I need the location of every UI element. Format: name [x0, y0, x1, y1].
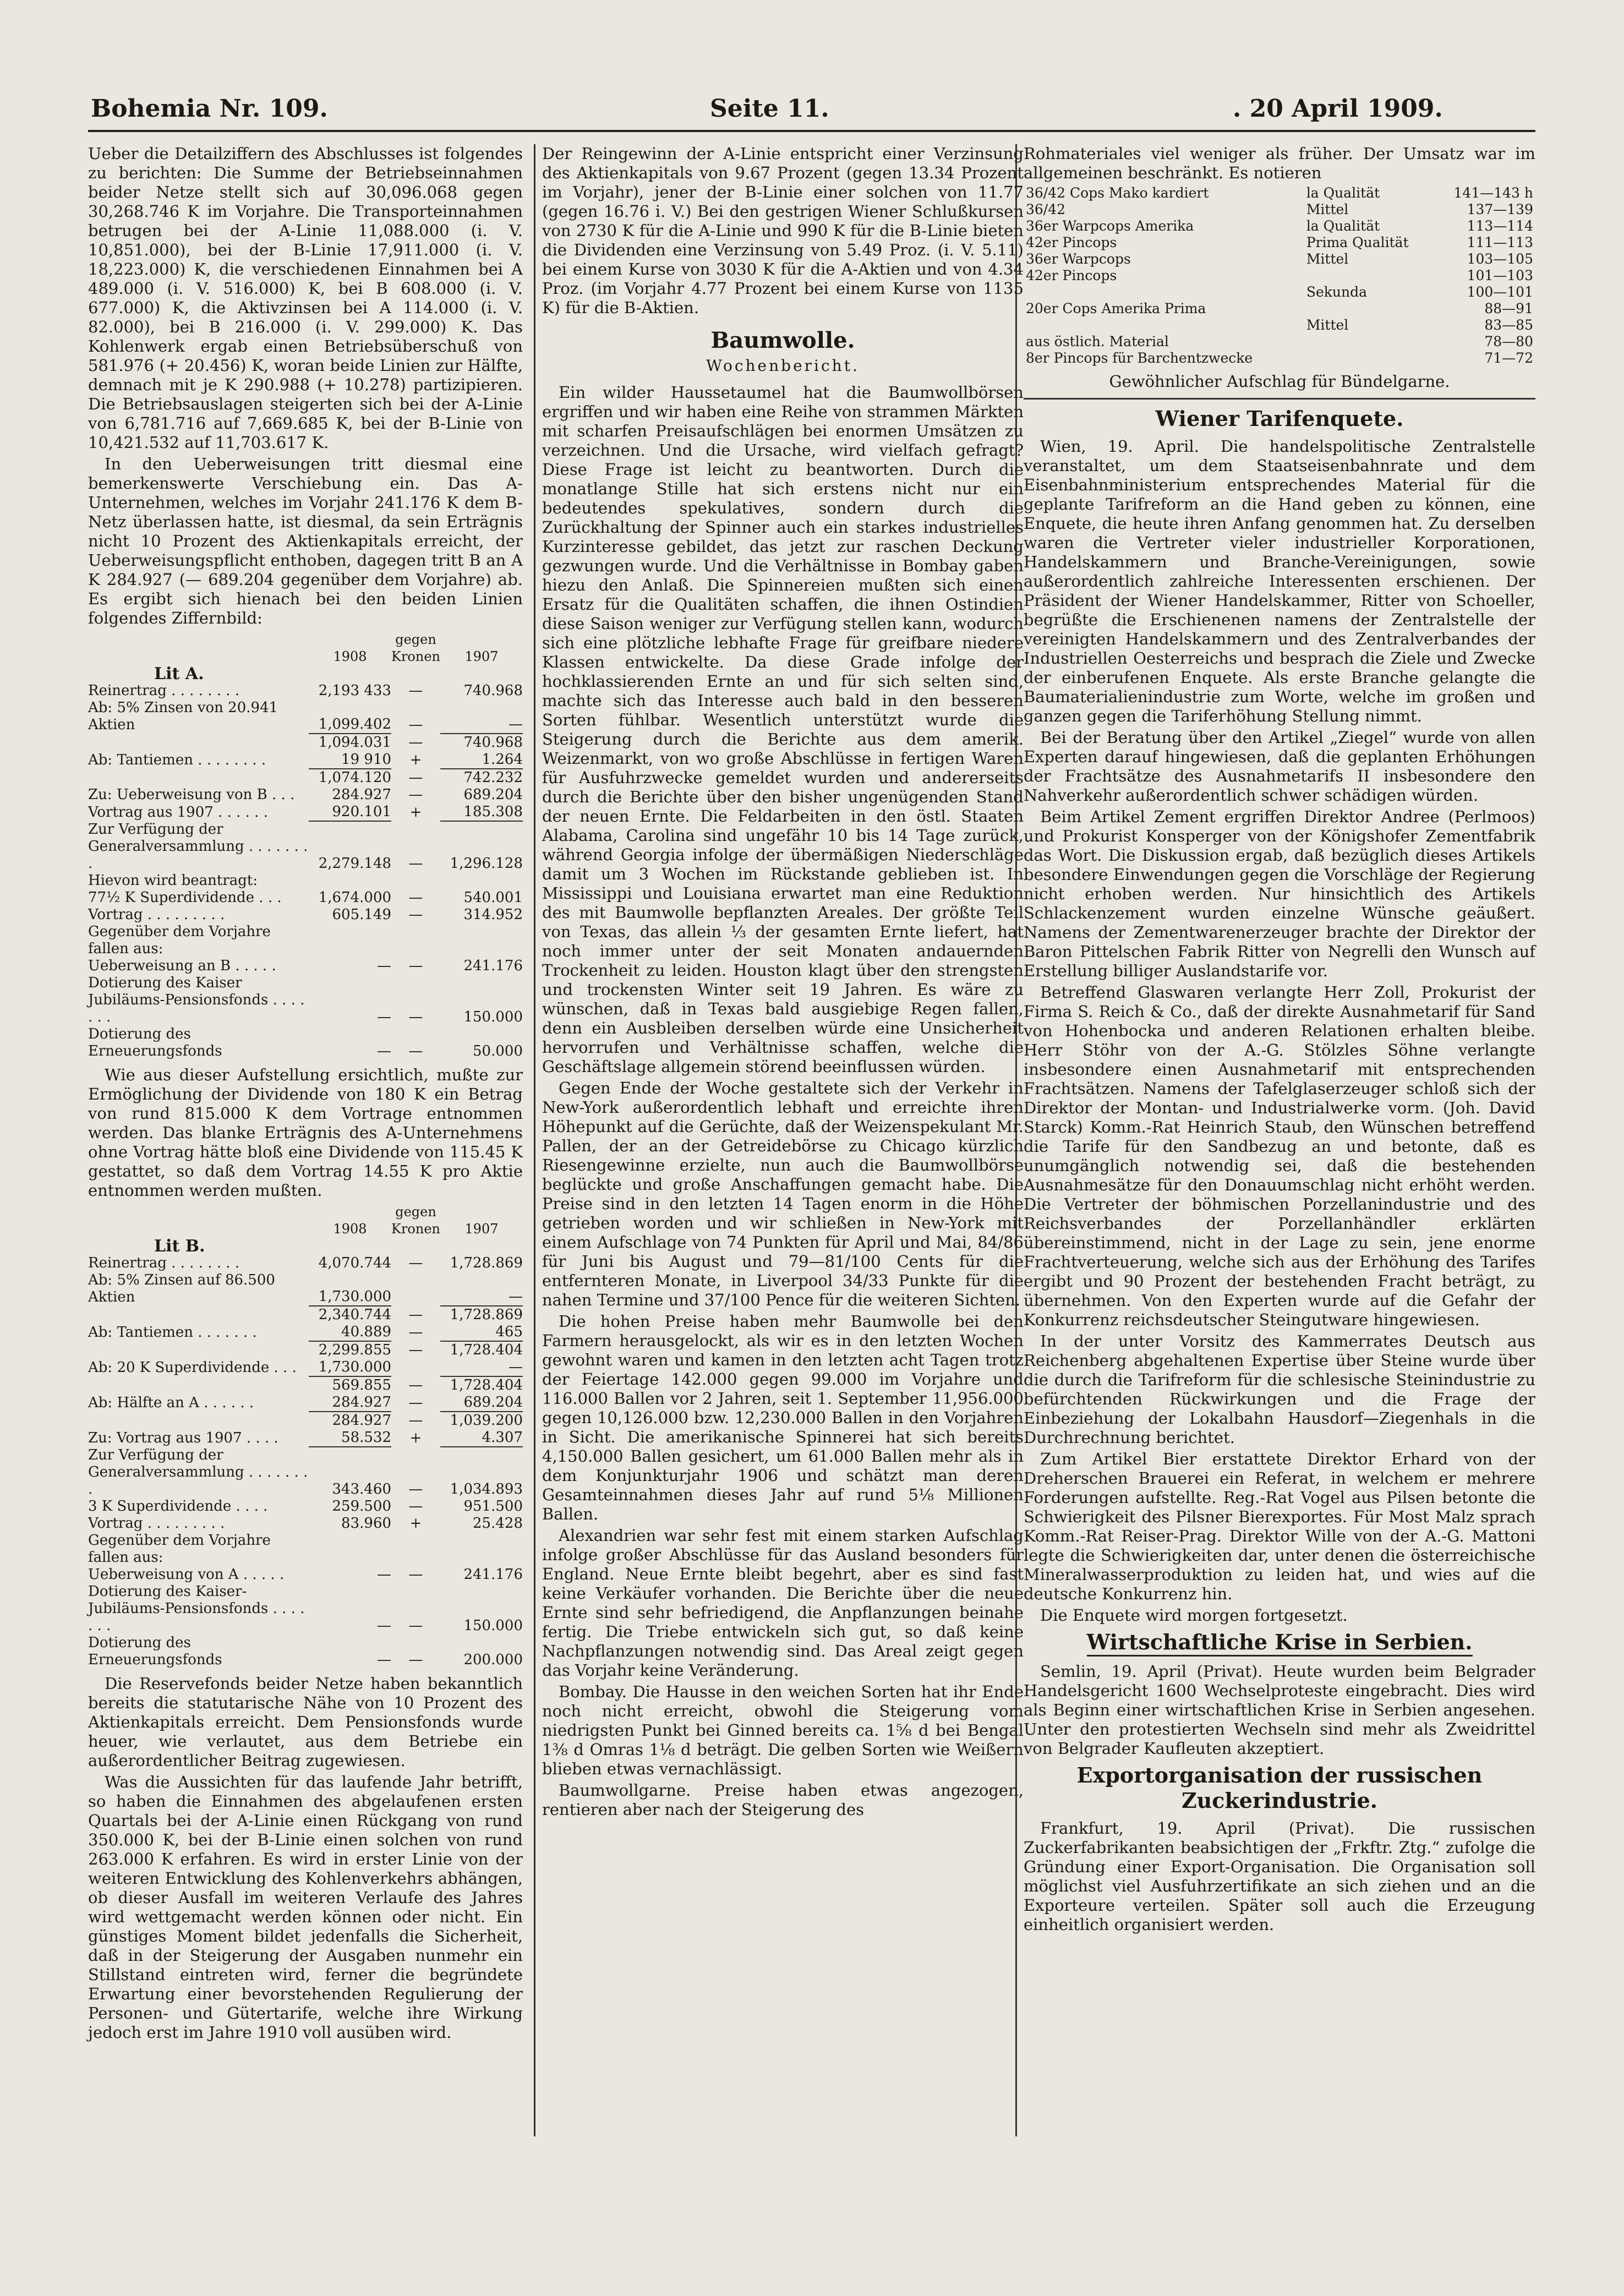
price: 88—91: [1484, 300, 1533, 316]
yarn-name: [1024, 317, 1304, 334]
sign: —: [408, 1255, 423, 1271]
article-paragraph: Frankfurt, 19. April (Privat). Die russischen Zuckerfabrikanten beabsichtigen der „Frkftr. Ztg.“ zufolge die Gründung einer Export-Organisation. Die Organisation soll möglichst viel Ausfuhrzertifikate an sich ziehen und an die Exporteure verteilen. Später soll auch die Erzeugung einheitlich organisiert werden.: [1024, 1819, 1535, 1934]
value-1907: —: [508, 1288, 523, 1305]
sign: —: [408, 1306, 423, 1323]
value-1908: 1,074.120: [309, 769, 391, 786]
row-label: Zu: Vortrag aus 1907 . . . .: [88, 1430, 278, 1446]
row-label: Dotierung des Kaiser-Jubiläums-Pensionsfonds . . . . . . .: [88, 1583, 305, 1634]
yarn-name: 36er Warpcops Amerika: [1026, 218, 1194, 234]
price-row: [1024, 284, 1535, 300]
yarn-name: 42er Pincops: [1026, 234, 1117, 250]
article-paragraph: In den Ueberweisungen tritt diesmal eine bemerkenswerte Verschiebung ein. Das A-Unternehmen, welches im Vorjahr 241.176 K dem B-Netz überlassen hatte, ist diesmal, da sein Erträgnis nicht 10 Prozent des Aktienkapitals erreicht, der Ueberweisungspflicht enthoben, dagegen tritt B an A K 284.927 (— 689.204 gegenüber dem Vorjahre) ab. Es ergibt sich hienach bei den beiden Linien folgendes Ziffernbild:: [88, 455, 523, 627]
table-row: [88, 786, 523, 803]
price-row: [1024, 300, 1535, 317]
value-1908: —: [377, 1566, 392, 1583]
value-1907: 150.000: [463, 1617, 523, 1634]
value-1908: —: [377, 1617, 392, 1634]
price-row: [1024, 185, 1535, 201]
header-page-number: Seite 11.: [710, 95, 829, 123]
value-1908: 284.927: [309, 1412, 391, 1429]
article-title-line: Exportorganisation der russischen: [1076, 1763, 1483, 1787]
table-row: [88, 682, 523, 699]
sign: —: [408, 1395, 423, 1411]
quality: [1304, 300, 1434, 317]
row-label: Vortrag . . . . . . . . .: [88, 1515, 225, 1532]
price-note: Gewöhnlicher Aufschlag für Bündelgarne.: [1109, 372, 1450, 391]
price: 137—139: [1467, 201, 1533, 217]
value-1908: [309, 872, 391, 889]
yarn-name: aus östlich. Material: [1026, 334, 1169, 349]
quality: Mittel: [1306, 201, 1349, 217]
value-1907: 689.204: [463, 786, 523, 803]
sign: [391, 1532, 440, 1566]
header-rule: [88, 130, 1535, 132]
sign: —: [408, 1377, 423, 1393]
row-label: [88, 1412, 309, 1429]
value-1907: 241.176: [463, 1566, 523, 1583]
sign: [391, 1359, 440, 1376]
table-section-title: Lit B.: [154, 1237, 205, 1256]
article-paragraph: Ein wilder Haussetaumel hat die Baumwollbörsen ergriffen und wir haben eine Reihe von strammen Märkten mit scharfen Preisaufschlägen bei enormen Umsätzen zu verzeichnen. Und die Ursache, wird vielfach gefragt? Diese Frage ist leicht zu beantworten. Durch die monatlange Stille hat sich erstens nicht nur ein bedeutendes spekulatives, sondern durch die Zurückhaltung der Spinner auch ein starkes industrielles Kurzinteresse gebildet, das jetzt zur raschen Deckung gezwungen wurde. Und die Verhältnisse in Bombay gaben hiezu den Anlaß. Die Spinnereien mußten sich einen Ersatz für die Qualitäten schaffen, die ihnen Ostindien diese Saison weniger zur Verfügung stellen kann, wodurch sich eine plötzliche lebhafte Frage für greifbare niedere Klassen entwickelte. Da diese Grade infolge der hochklassierenden Ernte an und für sich selten sind, machte sich das Interesse auch bald in den besseren Sorten fühlbar. Wesentlich unterstützt wurde die Steigerung durch die Berichte aus dem amerik. Weizenmarkt, von wo große Abschlüsse in fertigen Waren für Ausfuhrzwecke gemeldet wurden und andererseits durch die Berichte über den bisher ungenügenden Stand der neuen Ernte. Die Feldarbeiten in den östl. Staaten Alabama, Carolina sind ungefähr 10 bis 14 Tage zurück, während Georgia infolge der übermäßigen Niederschläge damit um 3 Wochen im Rückstande geblieben ist. In Mississippi und Louisiana erwartet man eine Reduktion des mit Baumwolle bepflanzten Areales. Der größte Teil von Texas, das allein ⅓ der gesamten Ernte liefert, hat noch immer unter der seit Monaten andauernden Trockenheit zu leiden. Houston klagt über den strengsten und trockensten Winter seit 19 Jahren. Es wäre zu wünschen, daß in Texas bald ausgiebige Regen fallen, denn ein Ausbleiben derselben würde eine Unsicherheit hervorrufen und Verhältnisse schaffen, welche die Geschäftslage allgemein störend beeinflussen würden.: [542, 383, 1024, 1076]
sign: —: [408, 1324, 423, 1341]
sign: [391, 923, 440, 958]
table-row: [88, 1272, 523, 1306]
row-label: Gegenüber dem Vorjahre fallen aus:: [88, 1532, 271, 1566]
sign: —: [408, 1481, 423, 1497]
price-row: [1024, 234, 1535, 251]
table-row: [88, 1515, 523, 1532]
value-1908: 605.149: [332, 906, 392, 923]
article-title-serbien: [1024, 1630, 1535, 1657]
table-row: [88, 803, 523, 821]
table-row: [88, 699, 523, 734]
article-subtitle: Wochenbericht.: [706, 357, 860, 375]
price: 71—72: [1484, 350, 1533, 366]
table-row: [88, 1498, 523, 1515]
table-row: [88, 872, 523, 889]
value-1907: [440, 1532, 523, 1566]
price: 103—105: [1467, 251, 1533, 267]
value-1908: 569.855: [309, 1376, 391, 1394]
quality: Prima Qualität: [1306, 234, 1409, 250]
sign: +: [409, 804, 422, 821]
value-1907: 1,296.128: [440, 821, 523, 872]
value-1907: 150.000: [463, 1009, 523, 1025]
value-1908: 1,094.031: [309, 734, 391, 751]
value-1908: [309, 923, 391, 958]
value-1908: 1,674.000: [318, 889, 392, 906]
value-1907: 1,728.404: [440, 1376, 523, 1394]
value-1907: 1,728.869: [440, 1306, 523, 1324]
quality: Sekunda: [1306, 284, 1367, 300]
row-label: Ab: 5% Zinsen auf 86.500 Aktien: [88, 1272, 275, 1305]
column-3: [1024, 144, 1535, 1937]
article-title-export: [1024, 1763, 1535, 1813]
row-label: Zu: Ueberweisung von B . . .: [88, 786, 295, 803]
sign: —: [408, 906, 423, 923]
table-header-gegen: gegen Kronen: [391, 632, 440, 664]
sign: —: [408, 769, 423, 786]
row-label: Dotierung des Erneuerungsfonds: [88, 1634, 222, 1668]
value-1907: 951.500: [463, 1498, 523, 1515]
column-2: [542, 144, 1024, 1822]
sign: —: [408, 717, 423, 733]
article-paragraph: Betreffend Glaswaren verlangte Herr Zoll, Prokurist der Firma S. Reich & Co., daß der direkte Ausnahmetarif für Sand von Hohenbocka und anderen Relationen erhalten bleibe. Herr Stöhr von der A.-G. Stölzles Söhne verlangte insbesondere einen Ausnahmetarif mit entsprechenden Frachtsätzen. Namens der Tafelglaserzeuger schloß sich der Direktor der Montan- und Industrialwerke vorm. (Joh. David Starck) Komm.-Rat Heinrich Staub, den Wünschen betreffend die Tarife für den Sandbezug an und betonte, daß es unumgänglich notwendig sei, daß die bestehenden Ausnahmesätze für den Donauumschlag nicht erhöht werden. Die Vertreter der böhmischen Porzellanindustrie und des Reichsverbandes der Porzellanhändler erklärten übereinstimmend, nicht in der Lage zu sein, jene enorme Frachtverteuerung, welche sich aus der Erhöhung des Tarifes ergibt und 90 Prozent der bestehenden Fracht beträgt, zu übernehmen. Von den Experten wurde auf die Gefahr der Konkurrenz reichsdeutscher Steingutware hingewiesen.: [1024, 983, 1535, 1329]
yarn-name: 20er Cops Amerika Prima: [1026, 300, 1206, 316]
table-section-title: Lit A.: [154, 664, 204, 684]
value-1908: 1,099.402: [318, 716, 392, 732]
table-row: [88, 1359, 523, 1376]
table-row: [88, 889, 523, 906]
table-row: [88, 1341, 523, 1359]
value-1907: 1,728.869: [450, 1255, 523, 1271]
row-label: 3 K Superdividende . . . .: [88, 1498, 268, 1515]
table-row: [88, 1634, 523, 1669]
sign: —: [408, 1498, 423, 1515]
price: 141—143 h: [1453, 185, 1533, 201]
sign: —: [408, 734, 423, 751]
value-1907: 185.308: [463, 803, 523, 820]
row-label: Reinertrag . . . . . . . .: [88, 682, 240, 699]
table-row: [88, 1566, 523, 1583]
price-row: [1024, 317, 1535, 334]
article-paragraph: Semlin, 19. April (Privat). Heute wurden beim Belgrader Handelsgericht 1600 Wechselproteste eingebracht. Dies wird als Beginn einer wirtschaftlichen Krise in Serbien angesehen. Unter den protestierten Wechseln sind mehr als Zweidrittel von Belgrader Kaufleuten akzeptiert.: [1024, 1662, 1535, 1758]
table-header-1907: 1907: [464, 1221, 499, 1237]
table-row: [88, 751, 523, 769]
value-1908: 284.927: [332, 786, 392, 803]
row-label: 77½ K Superdividende . . .: [88, 889, 282, 906]
article-paragraph: Bei der Beratung über den Artikel „Ziegel“ wurde von allen Experten darauf hingewiesen, daß die geplanten Erhöhungen der Frachtsätze des Ausnahmetarifs II insbesondere den Nahverkehr außerordentlich schwer schädigen würden.: [1024, 728, 1535, 805]
article-title-baumwolle: Baumwolle.: [710, 327, 855, 353]
table-row: [88, 1583, 523, 1634]
table-header-gegen: gegen Kronen: [391, 1204, 440, 1237]
value-1907: 4.307: [482, 1429, 523, 1446]
table-row: [88, 1394, 523, 1412]
table-header-1907: 1907: [464, 649, 499, 664]
sign: —: [408, 855, 423, 872]
column-divider-1: [534, 144, 535, 2136]
quality: [1304, 334, 1434, 350]
row-label: Gegenüber dem Vorjahre fallen aus:: [88, 923, 271, 957]
price-row: [1024, 218, 1535, 234]
row-label: Ab: 5% Zinsen von 20.941 Aktien: [88, 699, 278, 733]
quality: [1304, 350, 1434, 367]
header-paper-name: Bohemia Nr. 109.: [91, 95, 328, 123]
value-1907: 1,039.200: [440, 1412, 523, 1429]
article-paragraph: Wien, 19. April. Die handelspolitische Zentralstelle veranstaltet, um dem Staatseisenbahnrate und dem Eisenbahnministerium entsprechendes Material für die geplante Tarifreform an die Hand geben zu können, eine Enquete, die heute ihren Anfang genommen hat. Zu derselben waren die Vertreter vieler industrieller Korporationen, Handelskammern und Branche-Vereinigungen, sowie außerordentlich zahlreiche Interessenten erschienen. Der Präsident der Wiener Handelskammer, Ritter von Schoeller, begrüßte die Erschienenen namens der Zentralstelle der vereinigten Handelskammern und des Zentralverbandes der Industriellen Oesterreichs und besprach die Ziele und Zwecke der einberufenen Enquete. Als erste Branche gelangte die Baumaterialienindustrie zum Worte, welche im großen und ganzen gegen die Tariferhöhung Stellung nimmt.: [1024, 437, 1535, 725]
yarn-name: 36/42 Cops Mako kardiert: [1026, 185, 1209, 201]
table-row: [88, 1447, 523, 1498]
sign: [391, 872, 440, 889]
value-1908: —: [377, 1043, 392, 1059]
yarn-price-table: [1024, 185, 1535, 367]
value-1908: 920.101: [332, 803, 392, 820]
sign: —: [408, 1566, 423, 1583]
row-label: Ueberweisung von A . . . . .: [88, 1566, 285, 1583]
value-1908: 83.960: [341, 1515, 392, 1532]
row-label: [88, 734, 309, 751]
row-label: Hievon wird beantragt:: [88, 872, 258, 889]
sign: —: [408, 1342, 423, 1358]
row-label: [88, 769, 309, 786]
sign: —: [408, 1652, 423, 1668]
column-1: [88, 144, 523, 2044]
section-rule: [1024, 398, 1535, 400]
value-1908: 2,279.148: [309, 821, 391, 872]
value-1908: —: [377, 1652, 392, 1668]
article-paragraph: Zum Artikel Bier erstattete Direktor Erhard von der Dreherschen Brauerei ein Referat, in welchem er mehrere Forderungen aufstellte. Reg.-Rat Vogel aus Pilsen betonte die Schwierigkeit des Pilsner Bierexportes. Für Most Malz sprach Komm.-Rat Reiser-Prag. Direktor Wille von der A.-G. Mattoni legte die Schwierigkeiten dar, unter denen die österreichische Mineralwasserproduktion zu leiden hat, und wies auf die deutsche Konkurrenz hin.: [1024, 1450, 1535, 1603]
row-label: Dotierung des Kaiser Jubiläums-Pensionsfonds . . . . . . .: [88, 975, 305, 1025]
price: 83—85: [1484, 317, 1533, 333]
table-header-1908: 1908: [333, 1221, 367, 1237]
row-label: [88, 1341, 309, 1359]
row-label: Ab: Tantiemen . . . . . . .: [88, 1324, 257, 1341]
quality: la Qualität: [1306, 218, 1380, 234]
value-1908: —: [377, 1009, 392, 1025]
table-header-1908: 1908: [333, 649, 367, 664]
value-1907: 1,728.404: [440, 1341, 523, 1359]
quality: Mittel: [1306, 317, 1349, 333]
article-paragraph: Rohmateriales viel weniger als früher. Der Umsatz war im allgemeinen beschränkt. Es notieren: [1024, 144, 1535, 182]
value-1908: 58.532: [341, 1429, 392, 1446]
yarn-name: [1024, 284, 1304, 300]
value-1907: 742.232: [440, 769, 523, 786]
article-paragraph: Die Enquete wird morgen fortgesetzt.: [1040, 1606, 1348, 1625]
table-row: [88, 1324, 523, 1341]
sign: +: [409, 752, 422, 768]
price-row: [1024, 350, 1535, 367]
value-1908: 1,730.000: [318, 1359, 392, 1375]
table-row: [88, 906, 523, 923]
value-1907: 314.952: [463, 906, 523, 923]
row-label: [88, 1376, 309, 1394]
price-row: [1024, 334, 1535, 350]
article-paragraph: Alexandrien war sehr fest mit einem starken Aufschlag infolge großer Abschlüsse für das Ausland besonders für England. Neue Ernte bleibt begehrt, aber es sind fast keine Verkäufer vorhanden. Die Berichte über die neue Ernte sind sehr befriedigend, die Anpflanzungen beinahe fertig. Die Triebe entwickeln sich gut, so daß keine Nachpflanzungen notwendig sind. Das Areal zeigt gegen das Vorjahr keine Veränderung.: [542, 1526, 1024, 1680]
value-1907: —: [508, 1359, 523, 1375]
value-1907: 689.204: [463, 1394, 523, 1411]
article-title-tarifenquete: Wiener Tarifenquete.: [1155, 406, 1404, 431]
value-1908: 343.460: [309, 1447, 391, 1498]
row-label: Vortrag . . . . . . . . .: [88, 906, 225, 923]
row-label: Vortrag aus 1907 . . . . . .: [88, 804, 268, 821]
value-1907: —: [508, 716, 523, 732]
value-1907: 200.000: [463, 1652, 523, 1668]
article-paragraph: Beim Artikel Zement ergriffen Direktor Andree (Perlmoos) und Prokurist Konsperger von der Königshofer Zementfabrik das Wort. Die Diskussion ergab, daß bezüglich dieses Artikels besondere Einwendungen gegen die Vorschläge der Regierung nicht erhoben werden. Nur hinsichtlich des Artikels Schlackenzement wurden einzelne Wünsche geäußert. Namens der Zementwarenerzeuger brachte der Direktor der Baron Pittelschen Fabrik Ritter von Negrelli den Wunsch auf Erstellung billiger Auslandstarife vor.: [1024, 807, 1535, 980]
sign: —: [408, 889, 423, 906]
value-1908: 2,340.744: [309, 1306, 391, 1324]
quality: [1304, 267, 1434, 284]
price-row: [1024, 201, 1535, 218]
table-row: [88, 1026, 523, 1060]
sign: [391, 1272, 440, 1306]
value-1908: 2,193 433: [318, 682, 392, 699]
price-row: [1024, 251, 1535, 267]
article-paragraph: Was die Aussichten für das laufende Jahr betrifft, so haben die Einnahmen des abgelaufenen ersten Quartals bei der A-Linie einen Rückgang von rund 350.000 K, bei der B-Linie einen solchen von rund 263.000 K erfahren. Es wird in erster Linie von der weiteren Entwicklung des Kohlenverkehrs abhängen, ob dieser Ausfall im weiteren Verlaufe des Jahres wird wettgemacht werden können oder nicht. Ein günstiges Moment bildet jedenfalls die Sicherheit, daß in der Steigerung der Ausgaben nunmehr ein Stillstand eintreten wird, ferner die begründete Erwartung einer bevorstehenden Regulierung der Personen- und Gütertarife, welche ihre Wirkung jedoch erst im Jahre 1910 voll ausüben wird.: [88, 1773, 523, 2042]
price: 113—114: [1467, 218, 1533, 234]
row-label: Zur Verfügung der Generalversammlung . . . . . . . .: [88, 821, 308, 872]
article-paragraph: Baumwollgarne. Preise haben etwas angezogen, rentieren aber nach der Steigerung des: [542, 1781, 1024, 1819]
sign: +: [409, 1430, 422, 1446]
row-label: Ab: Tantiemen . . . . . . . .: [88, 752, 266, 768]
value-1907: [440, 872, 523, 889]
sign: —: [408, 958, 423, 974]
value-1907: 465: [495, 1324, 523, 1340]
sign: +: [409, 1515, 422, 1532]
article-paragraph: In der unter Vorsitz des Kammerrates Deutsch aus Reichenberg abgehaltenen Expertise über Steine wurde über die durch die Tarifreform für die schlesische Steinindustrie zu befürchtenden Rückwirkungen und die Frage der Einbeziehung der Lokalbahn Hausdorf—Ziegenhals in die Durchrechnung berichtet.: [1024, 1332, 1535, 1447]
sign: —: [408, 786, 423, 803]
sign: —: [408, 682, 423, 699]
article-paragraph: Die hohen Preise haben mehr Baumwolle bei den Farmern herausgelockt, als wir es in den letzten Wochen gewohnt waren und kamen in den letzten acht Tagen trotz der Feiertage 142.000 gegen 99.000 im Vorjahre und 116.000 Ballen vor 2 Jahren, seit 1. September 11,956.000 gegen 10,126.000 bzw. 12,230.000 Ballen in den Vorjahren in Sicht. Die amerikanische Spinnerei hat sich bereits 4,150.000 Ballen gesichert, um 61.000 Ballen mehr als in dem Konjunkturjahr 1906 und schätzt man deren Gesamteinnahmen dieses Jahr auf rund 5⅛ Millionen Ballen.: [542, 1312, 1024, 1523]
value-1907: [440, 923, 523, 958]
table-row: [88, 1255, 523, 1272]
value-1907: 25.428: [473, 1515, 523, 1532]
yarn-name: 42er Pincops: [1026, 267, 1117, 283]
price: 101—103: [1467, 267, 1533, 283]
table-row: [88, 1429, 523, 1447]
price: 100—101: [1467, 284, 1533, 300]
article-paragraph: Ueber die Detailziffern des Abschlusses ist folgendes zu berichten: Die Summe der Betriebseinnahmen beider Netze stellt sich auf 30,096.068 gegen 30,268.746 K im Vorjahre. Die Transporteinnahmen betrugen bei der A-Linie 11,088.000 (i. V. 10,851.000), bei der B-Linie 17,911.000 (i. V. 18,223.000) K, die verschiedenen Einnahmen bei A 489.000 (i. V. 516.000) K, bei B 608.000 (i. V. 677.000) K, die Aktivzinsen bei A 114.000 (i. V. 82.000), bei B 216.000 (i. V. 299.000) K. Das Kohlenwerk ergab einen Betriebsüberschuß von 581.976 (+ 20.456) K, woran beide Linien zur Hälfte, demnach mit je K 290.988 (+ 10.278) partizipieren. Die Betriebsauslagen steigerten sich bei der A-Linie von 6,781.716 auf 7,669.685 K, bei der B-Linie von 10,421.532 auf 11,703.617 K.: [88, 144, 523, 452]
row-label: Ab: Hälfte an A . . . . . .: [88, 1395, 254, 1411]
value-1907: 241.176: [463, 958, 523, 974]
value-1908: 40.889: [341, 1324, 392, 1340]
value-1908: [309, 1532, 391, 1566]
row-label: Ab: 20 K Superdividende . . .: [88, 1359, 297, 1376]
value-1907: 1,034.893: [440, 1447, 523, 1498]
article-paragraph: Der Reingewinn der A-Linie entspricht einer Verzinsung des Aktienkapitals von 9.67 Prozent (gegen 13.34 Prozent im Vorjahr), jener der B-Linie einer solchen von 11.77 (gegen 16.76 i. V.) Bei den gestrigen Wiener Schlußkursen von 2730 K für die A-Linie und 990 K für die B-Linie bieten die Dividenden eine Verzinsung von 5.49 Proz. (i. V. 5.11) bei einem Kurse von 3030 K für die A-Aktien und von 4.34 Proz. (im Vorjahr 4.77 Prozent bei einem Kurse von 1135 K) für die B-Aktien.: [542, 144, 1024, 317]
table-row: [88, 1532, 523, 1566]
yarn-name: 36er Warpcops: [1026, 251, 1131, 267]
quality: la Qualität: [1306, 185, 1380, 201]
sign: —: [408, 1617, 423, 1634]
header-date: . 20 April 1909.: [1233, 95, 1443, 123]
value-1907: 1.264: [482, 751, 523, 768]
table-row: [88, 1412, 523, 1429]
value-1908: 4,070.744: [318, 1255, 392, 1271]
value-1908: 1,730.000: [318, 1288, 392, 1305]
row-label: Reinertrag . . . . . . . .: [88, 1255, 240, 1271]
sign: —: [408, 1009, 423, 1025]
price-row: [1024, 267, 1535, 284]
row-label: [88, 1306, 309, 1324]
value-1908: 19 910: [341, 751, 392, 768]
row-label: Ueberweisung an B . . . . .: [88, 958, 276, 974]
article-title-text: Wirtschaftliche Krise in Serbien.: [1087, 1630, 1473, 1657]
row-label: Zur Verfügung der Generalversammlung . . . . . . . .: [88, 1447, 308, 1497]
value-1908: 284.927: [332, 1394, 392, 1411]
sign: —: [408, 1043, 423, 1059]
table-row: [88, 923, 523, 958]
table-row: [88, 821, 523, 872]
row-label: Dotierung des Erneuerungsfonds: [88, 1026, 222, 1059]
price: 111—113: [1467, 234, 1533, 250]
table-row: [88, 958, 523, 975]
sign: —: [408, 1412, 423, 1429]
value-1908: —: [377, 958, 392, 974]
financial-table-lit-a: [88, 631, 523, 1060]
quality: Mittel: [1306, 251, 1349, 267]
value-1907: 740.968: [463, 682, 523, 699]
article-paragraph: Gegen Ende der Woche gestaltete sich der Verkehr in New-York außerordentlich lebhaft und erreichte ihren Höhepunkt auf die Gerüchte, daß der Weizenspekulant Mr. Pallen, der an der Getreidebörse zu Chicago kürzlich Riesengewinne erzielte, nun auch die Baumwollbörse beglückte und große Anschaffungen gemacht habe. Die Preise sind in den letzten 14 Tagen enorm in die Höhe getrieben worden und wir schließen in New-York mit einem Aufschlage von 74 Punkten für April und Mai, 84/86 für Juni bis August und 79—81/100 Cents für die entfernteren Monate, in Liverpool 34/33 Punkte für die nahen Termine und 37/100 Pence für die weiteren Sichten.: [542, 1079, 1024, 1309]
value-1908: 2,299.855: [309, 1341, 391, 1359]
table-row: [88, 975, 523, 1026]
price: 78—80: [1484, 334, 1533, 349]
table-row: [88, 1376, 523, 1394]
table-row: [88, 1306, 523, 1324]
yarn-name: 36/42: [1026, 201, 1066, 217]
article-title-line: Zuckerindustrie.: [1181, 1788, 1378, 1813]
yarn-name: 8er Pincops für Barchentzwecke: [1026, 350, 1253, 366]
financial-table-lit-b: [88, 1204, 523, 1669]
article-paragraph: Bombay. Die Hausse in den weichen Sorten hat ihr Ende noch nicht erreicht, obwohl die Steigerung vom niedrigsten Punkt bei Ginned bereits ca. 1⅝ d bei Bengal 1⅜ d Omras 1⅛ d beträgt. Die gelben Sorten wie Weißern blieben etwas vernachlässigt.: [542, 1682, 1024, 1778]
value-1907: 740.968: [440, 734, 523, 751]
article-paragraph: Wie aus dieser Aufstellung ersichtlich, mußte zur Ermöglichung der Dividende von 180 K ein Betrag von rund 815.000 K dem Vortrage entnommen werden. Das blanke Erträgnis des A-Unternehmens ohne Vortrag hätte bloß eine Dividende von 115.45 K gestattet, so daß dem Vortrag 14.55 K pro Aktie entnommen werden mußten.: [88, 1065, 523, 1200]
table-row: [88, 734, 523, 751]
value-1907: 540.001: [463, 889, 523, 906]
value-1908: 259.500: [332, 1498, 392, 1515]
article-paragraph: Die Reservefonds beider Netze haben bekanntlich bereits die statutarische Nähe von 10 Prozent des Aktienkapitals erreicht. Dem Pensionsfonds wurde heuer, wie verlautet, aus dem Betriebe ein außerordentlicher Beitrag zugewiesen.: [88, 1674, 523, 1770]
table-row: [88, 769, 523, 786]
value-1907: 50.000: [473, 1043, 523, 1059]
